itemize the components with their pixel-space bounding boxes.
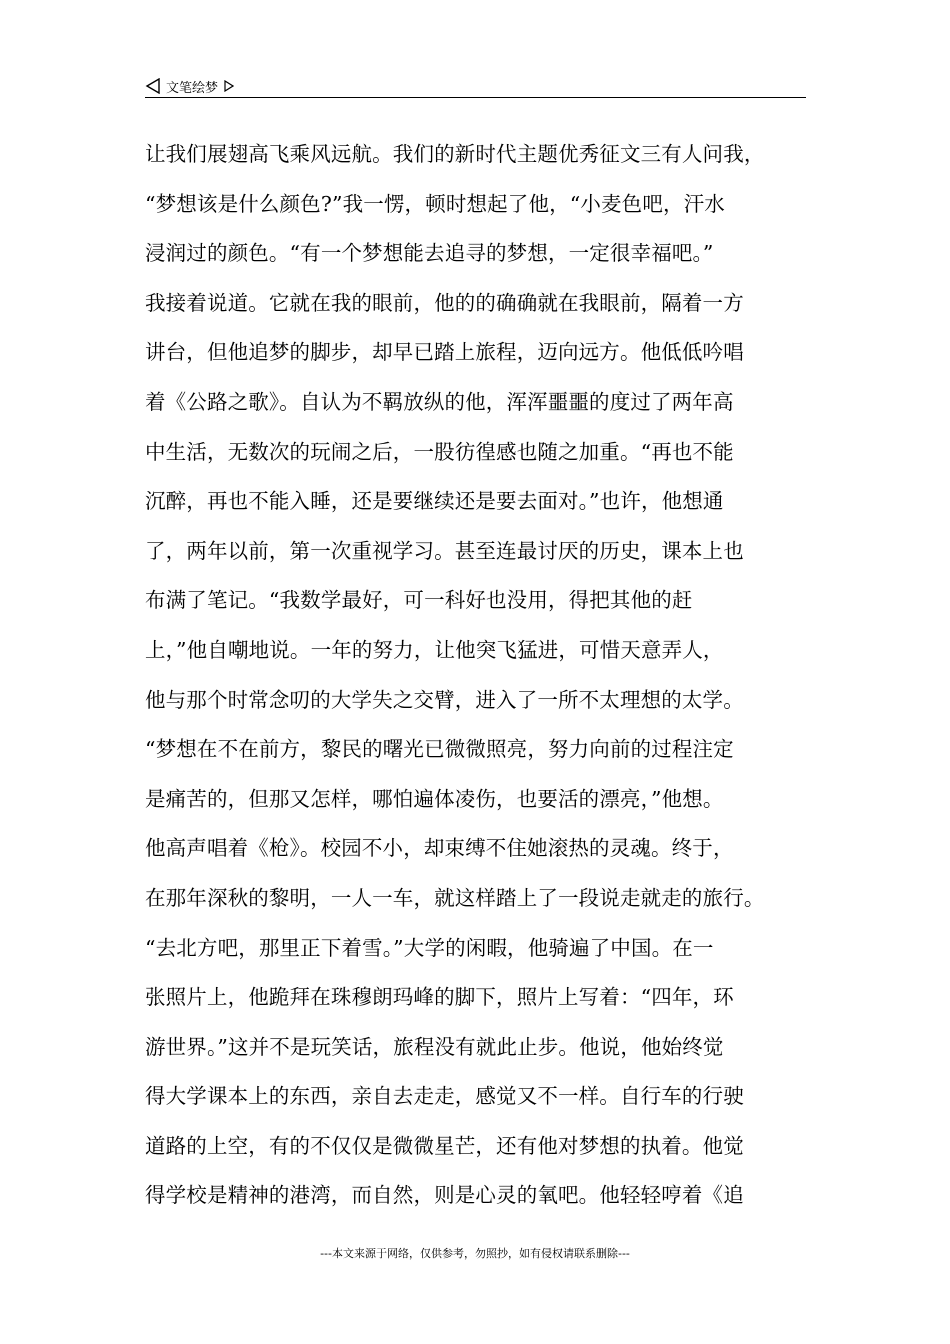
text-line: 了，两年以前，第一次重视学习。甚至连最讨厌的历史，课本上也 <box>145 538 744 563</box>
text-line: 布满了笔记。“我数学最好，可一科好也没用，得把其他的赶 <box>145 588 693 613</box>
text-line: “梦想该是什么颜色?”我一愣，顿时想起了他，“小麦色吧，汗水 <box>145 191 725 216</box>
text-line: 浸润过的颜色。“有一个梦想能去追寻的梦想，一定很幸福吧。” <box>145 241 714 266</box>
text-line: 道路的上空，有的不仅仅是微微星芒，还有他对梦想的执着。他觉 <box>145 1133 744 1158</box>
text-line: 游世界。”这并不是玩笑话，旅程没有就此止步。他说，他始终觉 <box>145 1034 724 1059</box>
text-line: 着《公路之歌》。自认为不羁放纵的他，浑浑噩噩的度过了两年高 <box>145 389 734 414</box>
text-line: 他与那个时常念叨的大学失之交臂，进入了一所不太理想的太学。 <box>145 687 744 712</box>
text-line: 上，”他自嘲地说。一年的努力，让他突飞猛进，可惜天意弄人， <box>145 637 724 662</box>
text-line: 得学校是精神的港湾，而自然，则是心灵的氧吧。他轻轻哼着《追 <box>145 1183 744 1208</box>
text-line: 中生活，无数次的玩闹之后，一股彷徨感也随之加重。“再也不能 <box>145 439 734 464</box>
source-notice: ---本文来源于网络，仅供参考，勿照抄，如有侵权请联系删除--- <box>320 1247 630 1260</box>
header-divider <box>145 97 806 98</box>
text-line: 是痛苦的，但那又怎样，哪怕遍体凌伤，也要活的漂亮，”他想。 <box>145 786 724 811</box>
text-line: 张照片上，他跪拜在珠穆朗玛峰的脚下，照片上写着：“四年，环 <box>145 985 734 1010</box>
page-header <box>145 74 806 98</box>
text-line: 我接着说道。它就在我的眼前，他的的确确就在我眼前，隔着一方 <box>145 290 744 315</box>
left-triangle-icon <box>145 78 161 94</box>
text-line: 得大学课本上的东西，亲自去走走，感觉又不一样。自行车的行驶 <box>145 1084 744 1109</box>
right-triangle-icon <box>224 80 234 92</box>
header-title: 文笔绘梦 <box>166 80 219 96</box>
text-line: 在那年深秋的黎明，一人一车，就这样踏上了一段说走就走的旅行。 <box>145 885 765 910</box>
text-line: “梦想在不在前方，黎民的曙光已微微照亮，努力向前的过程注定 <box>145 737 734 762</box>
text-line: 沉醉，再也不能入睡，还是要继续还是要去面对。”也许，他想通 <box>145 489 724 514</box>
text-line: 让我们展翅高飞乘风远航。我们的新时代主题优秀征文三有人问我， <box>145 142 765 166</box>
text-line: 讲台，但他追梦的脚步，却早已踏上旅程，迈向远方。他低低吟唱 <box>145 340 744 365</box>
text-line: “去北方吧，那里正下着雪。”大学的闲暇，他骑遍了中国。在一 <box>145 935 714 960</box>
text-line: 他高声唱着《枪》。校园不小，却束缚不住她滚热的灵魂。终于， <box>145 836 734 861</box>
body-text <box>145 130 815 1221</box>
